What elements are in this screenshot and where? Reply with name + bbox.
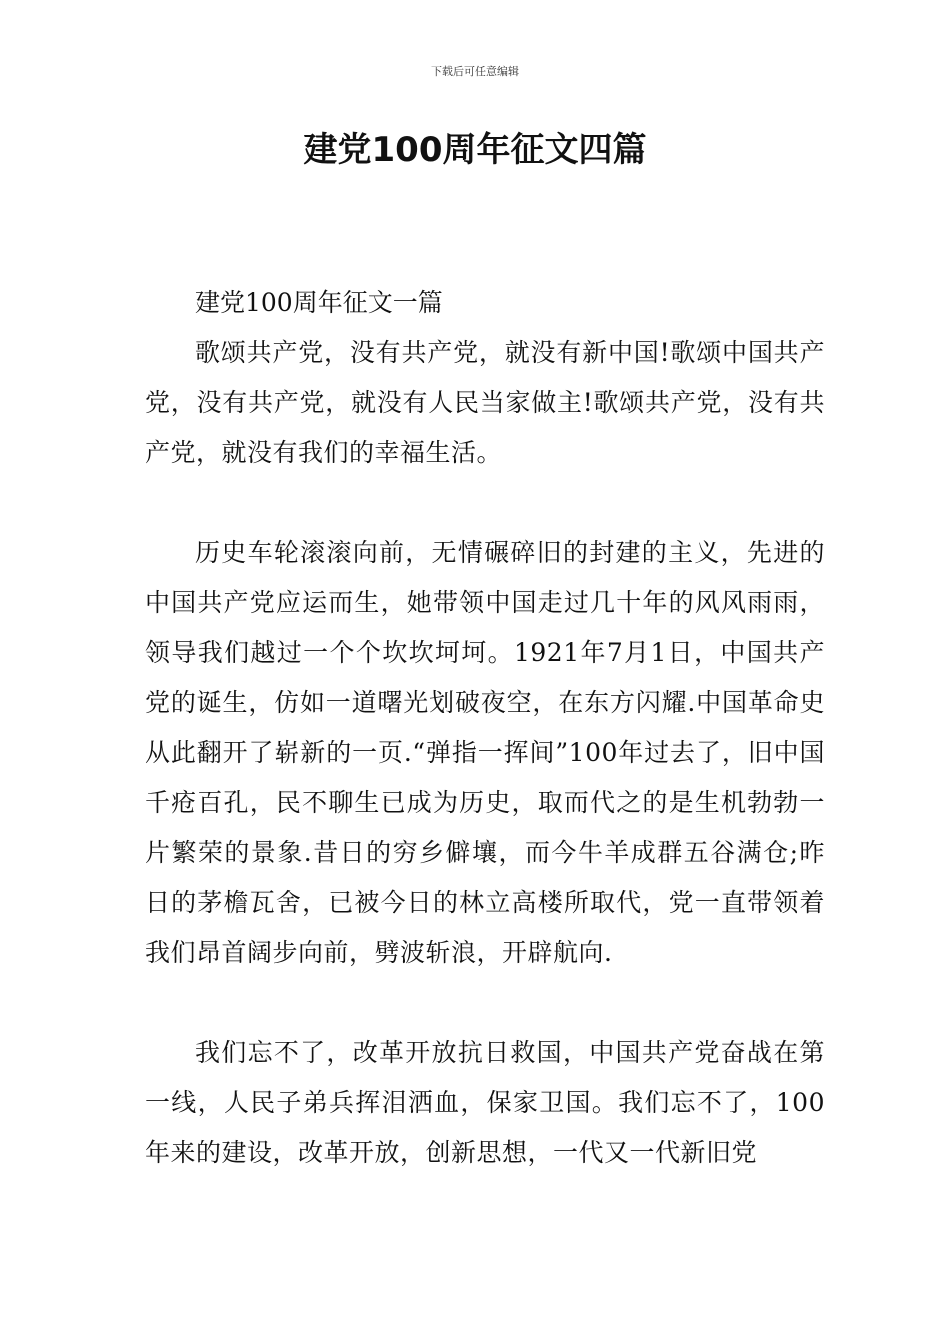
document-title: 建党100周年征文四篇 [303,130,647,170]
document-body [145,278,825,1178]
paragraph-3: 我们忘不了，改革开放抗日救国，中国共产党奋战在第一线，人民子弟兵挥泪洒血，保家卫国。我们忘不了，100年来的建设，改革开放，创新思想，一代又一代新旧党 [145,1038,825,1167]
paragraph-1: 歌颂共产党，没有共产党，就没有新中国!歌颂中国共产党，没有共产党，就没有人民当家做主!歌颂共产党，没有共产党，就没有我们的幸福生活。 [145,338,825,467]
section-heading: 建党100周年征文一篇 [195,288,443,317]
header-note: 下载后可任意编辑 [431,65,519,78]
paragraph-2: 历史车轮滚滚向前，无情碾碎旧的封建的主义，先进的中国共产党应运而生，她带领中国走过几十年的风风雨雨，领导我们越过一个个坎坎坷坷。1921年7月1日，中国共产党的诞生，仿如一道曙光划破夜空，在东方闪耀.中国革命史从此翻开了崭新的一页.“弹指一挥间”100年过去了，旧中国千疮百孔，民不聊生已成为历史，取而代之的是生机勃勃一片繁荣的景象.昔日的穷乡僻壤，而今牛羊成群五谷满仓;昨日的茅檐瓦舍，已被今日的林立高楼所取代，党一直带领着我们昂首阔步向前，劈波斩浪，开辟航向. [145,538,825,967]
